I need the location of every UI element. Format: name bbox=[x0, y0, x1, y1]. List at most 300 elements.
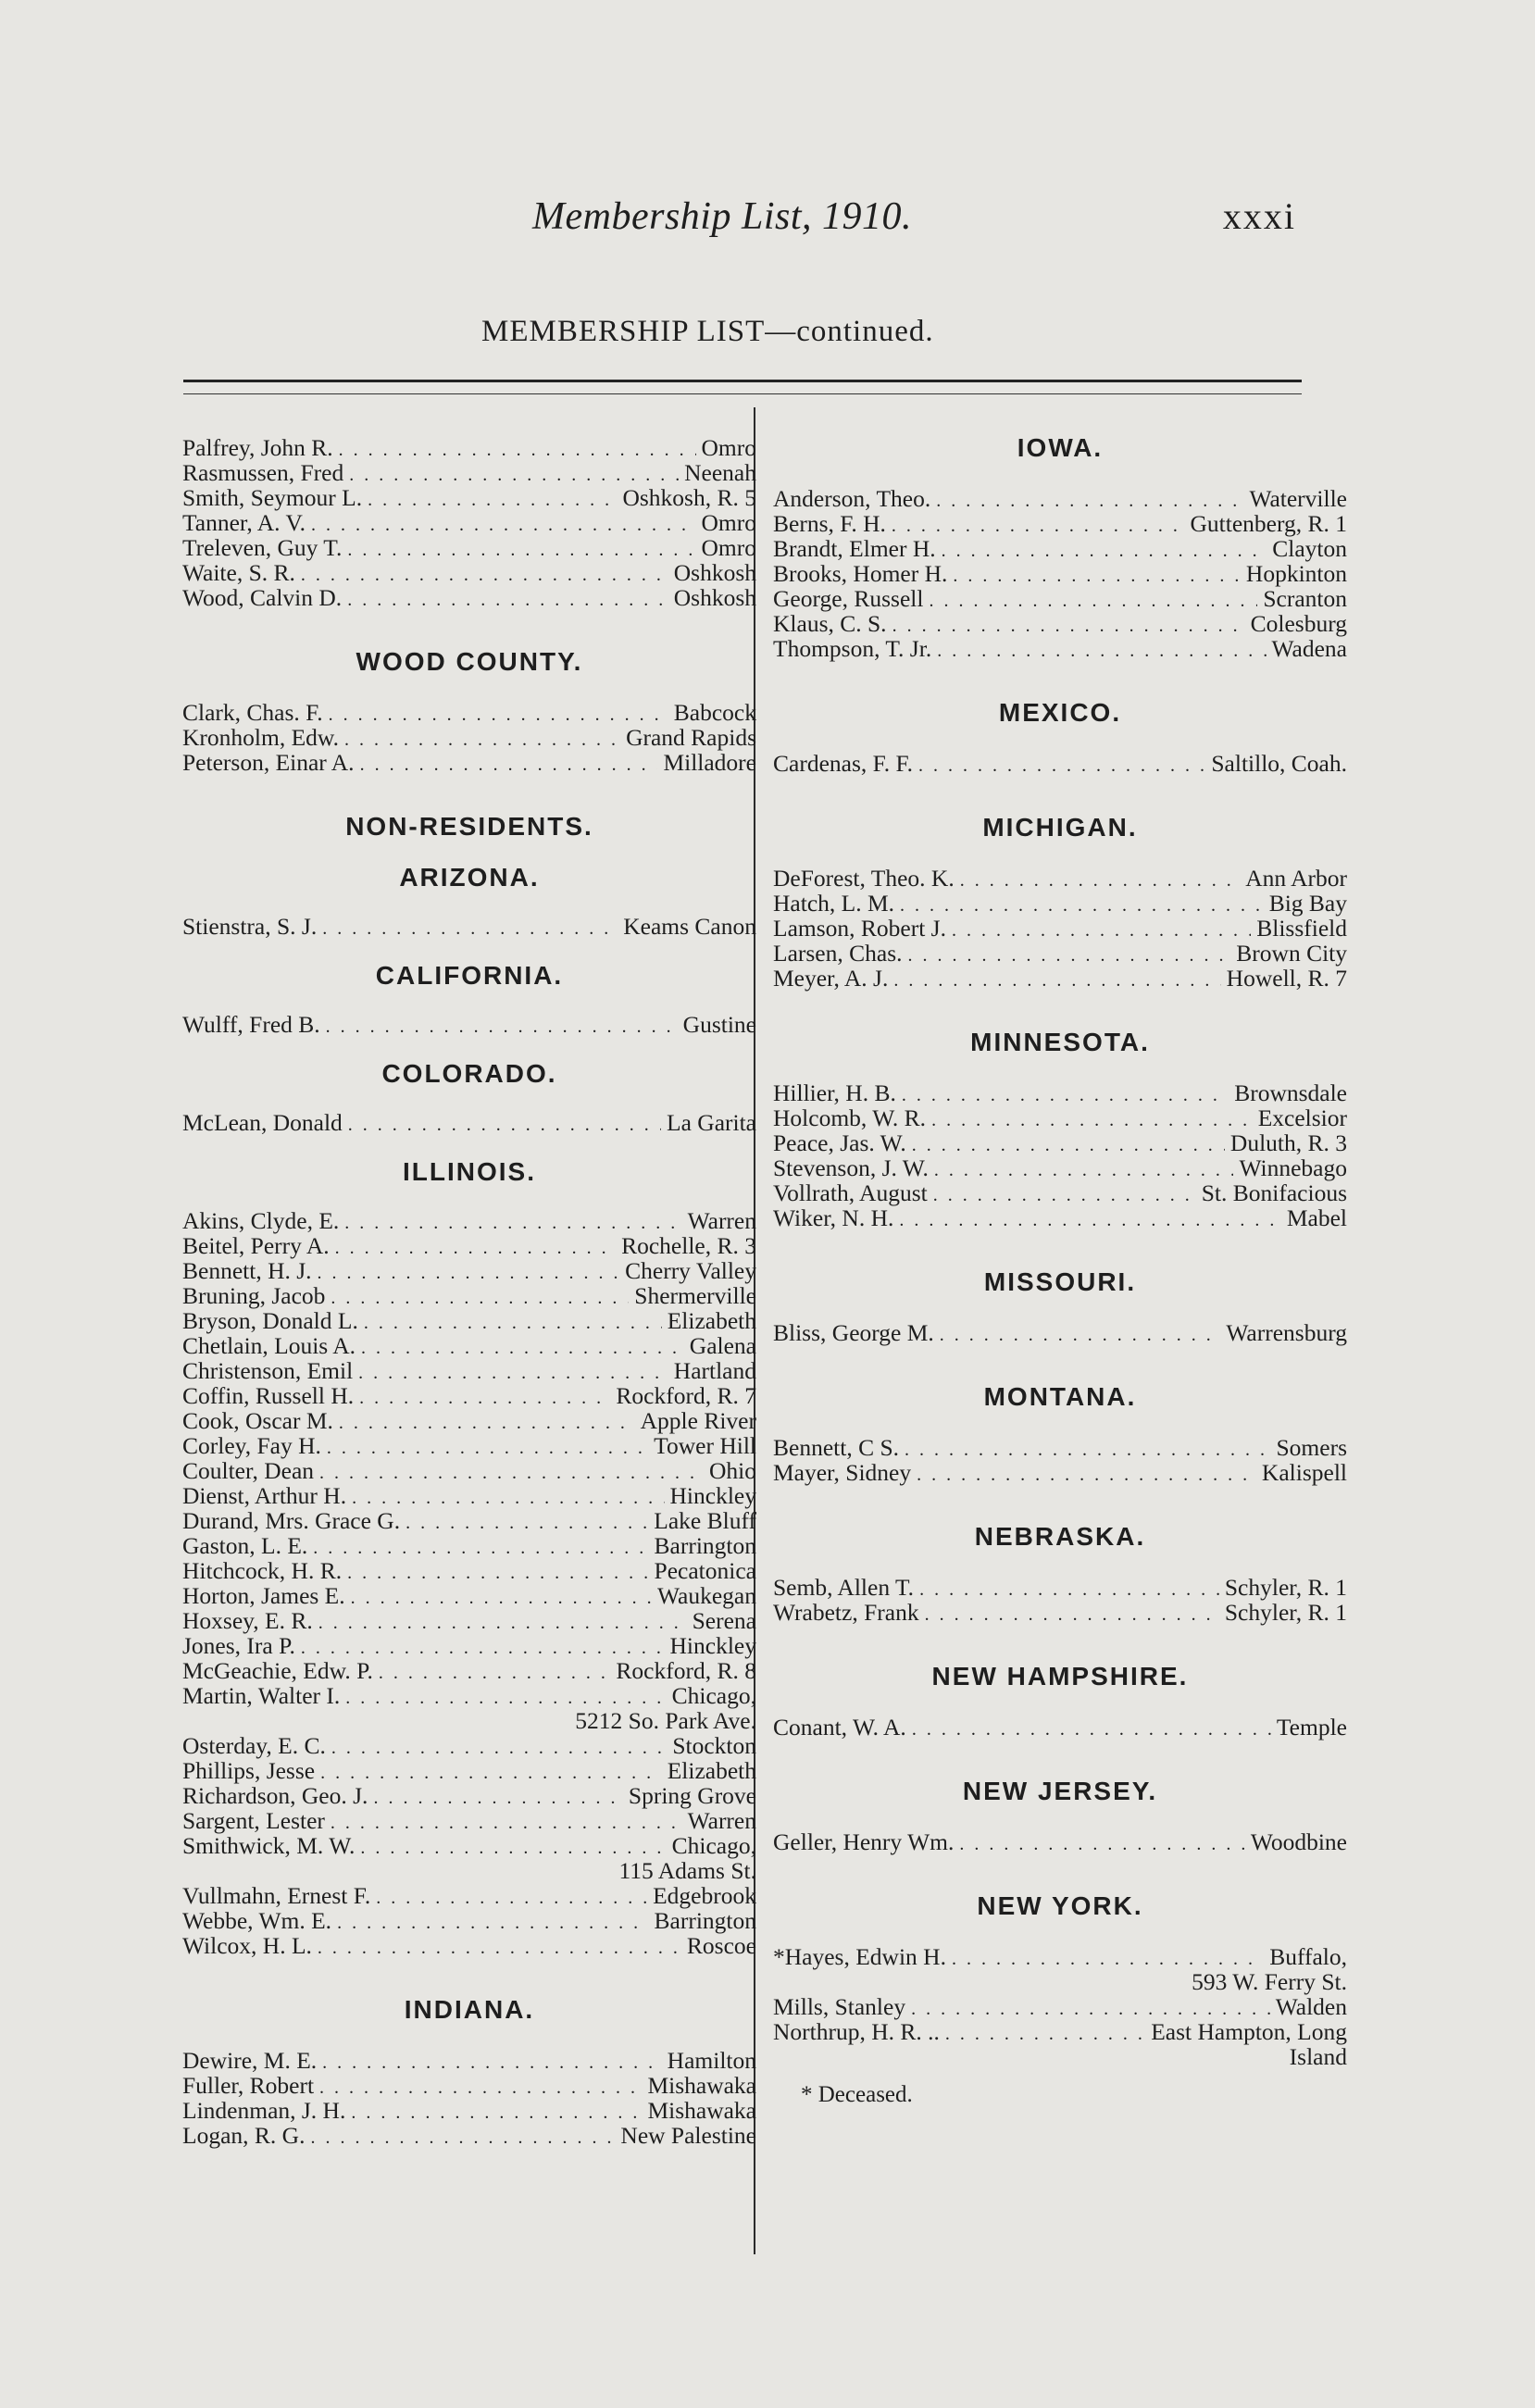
leader-dots bbox=[327, 1436, 648, 1461]
member-name: Sargent, Lester bbox=[182, 1807, 325, 1834]
member-name: Holcomb, W. R. bbox=[773, 1104, 927, 1131]
leader-dots bbox=[313, 1536, 648, 1561]
leader-dots bbox=[319, 1461, 704, 1486]
member-name: McLean, Donald bbox=[182, 1109, 343, 1136]
member-entry bbox=[182, 1458, 756, 1483]
member-entry bbox=[182, 700, 756, 725]
member-place: Oshkosh bbox=[673, 559, 756, 586]
member-entry bbox=[182, 460, 756, 485]
leader-dots bbox=[918, 754, 1205, 779]
member-entry bbox=[773, 1575, 1347, 1600]
leader-dots bbox=[912, 1717, 1271, 1742]
member-entry bbox=[773, 1944, 1347, 1969]
member-name: Bryson, Donald L. bbox=[182, 1307, 358, 1334]
member-place: Oshkosh bbox=[673, 584, 756, 611]
member-place: Warrensburg bbox=[1226, 1319, 1347, 1346]
leader-dots bbox=[376, 1886, 647, 1911]
member-name: Hoxsey, E. R. bbox=[182, 1607, 313, 1634]
leader-dots bbox=[326, 1015, 678, 1040]
member-entry bbox=[182, 1933, 756, 1958]
member-entry bbox=[182, 2123, 756, 2148]
member-place: Hinckley bbox=[669, 1632, 756, 1659]
member-place: Babcock bbox=[673, 699, 756, 726]
member-entry bbox=[773, 1130, 1347, 1155]
member-entry bbox=[773, 1715, 1347, 1740]
member-place: Saltillo, Coah. bbox=[1211, 750, 1347, 777]
member-place: Woodbine bbox=[1250, 1828, 1347, 1855]
member-name: Vullmahn, Ernest F. bbox=[182, 1882, 371, 1909]
member-entry bbox=[182, 750, 756, 775]
leader-dots bbox=[893, 968, 1220, 993]
member-name: Logan, R. G. bbox=[182, 2122, 306, 2149]
member-name: Brandt, Elmer H. bbox=[773, 535, 936, 562]
leader-dots bbox=[318, 1936, 681, 1961]
member-place: Chicago, bbox=[671, 1832, 756, 1859]
member-place: Blissfield bbox=[1256, 915, 1347, 942]
member-name: Richardson, Geo. J. bbox=[182, 1782, 368, 1809]
member-place: Rochelle, R. 3 bbox=[621, 1232, 756, 1259]
leader-dots bbox=[319, 2076, 642, 2101]
member-entry bbox=[773, 891, 1347, 916]
member-place: Hartland bbox=[673, 1357, 756, 1384]
member-place: Omro bbox=[701, 509, 756, 536]
member-name: *Hayes, Edwin H. bbox=[773, 1943, 946, 1970]
member-entry bbox=[182, 1633, 756, 1658]
section-heading-mexico: MEXICO. bbox=[998, 698, 1122, 727]
member-place: Elizabeth bbox=[667, 1757, 756, 1784]
member-place: Tower Hill bbox=[654, 1432, 756, 1459]
member-name: Wilcox, H. L. bbox=[182, 1932, 312, 1959]
member-place: Ann Arbor bbox=[1245, 865, 1347, 892]
member-place: Colesburg bbox=[1250, 610, 1347, 637]
leader-dots bbox=[908, 943, 1231, 968]
section-heading-california: CALIFORNIA. bbox=[375, 961, 564, 990]
member-name: Lindenman, J. H. bbox=[182, 2097, 346, 2124]
leader-dots bbox=[318, 1261, 620, 1286]
member-place: Hopkinton bbox=[1245, 560, 1347, 587]
leader-dots bbox=[917, 1463, 1256, 1488]
member-entry bbox=[182, 1558, 756, 1583]
member-entry bbox=[773, 1205, 1347, 1230]
member-place: Shermerville bbox=[634, 1282, 756, 1309]
member-place: Lake Bluff bbox=[654, 1507, 756, 1534]
section-heading-illinois: ILLINOIS. bbox=[403, 1157, 536, 1186]
member-name: Thompson, T. Jr. bbox=[773, 635, 932, 662]
member-name: Horton, James E. bbox=[182, 1582, 345, 1609]
member-place: Kalispell bbox=[1261, 1459, 1347, 1486]
member-name: Dewire, M. E. bbox=[182, 2047, 318, 2074]
leader-dots bbox=[347, 1561, 648, 1586]
member-entry bbox=[773, 1080, 1347, 1105]
member-entry bbox=[773, 586, 1347, 611]
member-name: Hatch, L. M. bbox=[773, 890, 895, 917]
member-entry bbox=[773, 1320, 1347, 1345]
member-entry bbox=[182, 725, 756, 750]
member-place: Apple River bbox=[640, 1407, 756, 1434]
member-name: Rasmussen, Fred bbox=[182, 459, 344, 486]
member-place: Omro bbox=[701, 434, 756, 461]
member-name: Mayer, Sidney bbox=[773, 1459, 912, 1486]
leader-dots bbox=[368, 488, 617, 513]
member-place: Keams Canon bbox=[623, 913, 756, 940]
member-entry bbox=[773, 1105, 1347, 1130]
member-place: Rockford, R. 7 bbox=[616, 1382, 756, 1409]
section-heading-new-hampshire: NEW HAMPSHIRE. bbox=[931, 1662, 1189, 1691]
member-place: Mishawaka bbox=[647, 2097, 756, 2124]
member-name: Bennett, C S. bbox=[773, 1434, 900, 1461]
leader-dots bbox=[331, 1286, 629, 1311]
member-place: Stockton bbox=[672, 1732, 756, 1759]
leader-dots bbox=[320, 1761, 662, 1786]
member-name: Anderson, Theo. bbox=[773, 485, 931, 512]
member-name: McGeachie, Edw. P. bbox=[182, 1657, 373, 1684]
right-column bbox=[773, 435, 1347, 2107]
leader-dots bbox=[899, 1208, 1280, 1233]
member-place: Elizabeth bbox=[667, 1307, 756, 1334]
section-heading-michigan: MICHIGAN. bbox=[982, 813, 1138, 842]
member-name: Akins, Clyde, E. bbox=[182, 1207, 340, 1234]
list-section bbox=[773, 1080, 1347, 1230]
member-name: Stevenson, J. W. bbox=[773, 1154, 929, 1181]
member-entry bbox=[773, 1460, 1347, 1485]
leader-dots bbox=[310, 2126, 615, 2151]
leader-dots bbox=[347, 588, 668, 613]
member-name: Phillips, Jesse bbox=[182, 1757, 316, 1784]
header-rule bbox=[183, 380, 1302, 394]
member-entry bbox=[773, 536, 1347, 561]
member-name: Beitel, Perry A. bbox=[182, 1232, 330, 1259]
member-entry bbox=[182, 2073, 756, 2098]
member-entry bbox=[182, 560, 756, 585]
leader-dots bbox=[318, 1611, 687, 1636]
member-entry bbox=[182, 510, 756, 535]
member-place: Barrington bbox=[654, 1532, 756, 1559]
member-entry bbox=[182, 585, 756, 610]
member-name: Lamson, Robert J. bbox=[773, 915, 946, 942]
member-entry bbox=[773, 866, 1347, 891]
member-place: Omro bbox=[701, 534, 756, 561]
member-name: Larsen, Chas. bbox=[773, 940, 903, 967]
member-entry bbox=[182, 1833, 756, 1858]
leader-dots bbox=[331, 1736, 667, 1761]
member-name: Christenson, Emil bbox=[182, 1357, 354, 1384]
member-name: Cardenas, F. F. bbox=[773, 750, 914, 777]
leader-dots bbox=[940, 1323, 1221, 1348]
member-entry bbox=[773, 916, 1347, 941]
list-section bbox=[182, 435, 756, 610]
list-section bbox=[773, 1435, 1347, 1485]
list-section bbox=[773, 1575, 1347, 1625]
member-entry bbox=[773, 636, 1347, 661]
member-place: Wadena bbox=[1271, 635, 1347, 662]
member-address-continuation: 593 W. Ferry St. bbox=[1192, 1968, 1347, 1995]
member-entry bbox=[182, 1012, 756, 1037]
member-entry bbox=[182, 1658, 756, 1683]
member-entry bbox=[773, 1994, 1347, 2019]
section-heading-nebraska: NEBRASKA. bbox=[974, 1522, 1146, 1551]
section-heading-minnesota: MINNESOTA. bbox=[970, 1028, 1150, 1056]
running-title: Membership List, 1910. bbox=[532, 195, 912, 238]
leader-dots bbox=[902, 1083, 1229, 1108]
section-heading-arizona: ARIZONA. bbox=[399, 863, 540, 892]
member-name: Martin, Walter I. bbox=[182, 1682, 341, 1709]
member-place: Chicago, bbox=[671, 1682, 756, 1709]
member-name: Wood, Calvin D. bbox=[182, 584, 343, 611]
leader-dots bbox=[360, 753, 658, 778]
member-place: Excelsior bbox=[1257, 1104, 1347, 1131]
member-name: Jones, Ira P. bbox=[182, 1632, 295, 1659]
member-entry bbox=[773, 1180, 1347, 1205]
member-name: Semb, Allen T. bbox=[773, 1574, 915, 1601]
leader-dots bbox=[329, 703, 668, 728]
member-name: Klaus, C. S. bbox=[773, 610, 887, 637]
member-entry bbox=[182, 1383, 756, 1408]
member-entry bbox=[182, 1608, 756, 1633]
list-section bbox=[773, 1829, 1347, 1854]
section-heading-new-york: NEW YORK. bbox=[977, 1891, 1143, 1920]
member-place: Milladore bbox=[663, 749, 756, 776]
member-entry bbox=[182, 485, 756, 510]
member-name: Bennett, H. J. bbox=[182, 1257, 312, 1284]
member-entry bbox=[182, 1733, 756, 1758]
member-name: Brooks, Homer H. bbox=[773, 560, 948, 587]
leader-dots bbox=[331, 1811, 682, 1836]
member-name: Berns, F. H. bbox=[773, 510, 886, 537]
leader-dots bbox=[892, 614, 1245, 639]
member-place: Galena bbox=[689, 1332, 756, 1359]
member-name: Meyer, A. J. bbox=[773, 965, 889, 992]
member-place: Mishawaka bbox=[647, 2072, 756, 2099]
list-section bbox=[182, 914, 756, 939]
member-place: Brown City bbox=[1236, 940, 1347, 967]
member-name: Kronholm, Edw. bbox=[182, 724, 340, 751]
leader-dots bbox=[364, 1311, 662, 1336]
member-entry bbox=[182, 1433, 756, 1458]
member-entry bbox=[182, 1508, 756, 1533]
member-entry bbox=[182, 1233, 756, 1258]
member-place: Brownsdale bbox=[1234, 1079, 1347, 1106]
member-name: Palfrey, John R. bbox=[182, 434, 333, 461]
member-place: Schyler, R. 1 bbox=[1224, 1574, 1347, 1601]
member-place: Oshkosh, R. 5 bbox=[622, 484, 756, 511]
member-entry bbox=[773, 966, 1347, 991]
member-place: Rockford, R. 8 bbox=[616, 1657, 756, 1684]
member-entry bbox=[182, 1533, 756, 1558]
member-place: St. Bonifacious bbox=[1201, 1179, 1347, 1206]
member-place: Serena bbox=[692, 1607, 756, 1634]
member-address-continuation: 115 Adams St. bbox=[618, 1857, 756, 1884]
leader-dots bbox=[339, 438, 696, 463]
member-place: Spring Grove bbox=[628, 1782, 756, 1809]
member-entry bbox=[182, 1583, 756, 1608]
member-place: Barrington bbox=[654, 1907, 756, 1934]
member-entry bbox=[182, 1808, 756, 1833]
list-section bbox=[182, 2048, 756, 2148]
member-entry bbox=[773, 611, 1347, 636]
list-section bbox=[773, 751, 1347, 776]
leader-dots bbox=[934, 1158, 1234, 1183]
section-heading-iowa: IOWA. bbox=[1017, 433, 1104, 462]
member-entry bbox=[182, 2098, 756, 2123]
leader-dots bbox=[929, 589, 1257, 614]
member-address-continuation: 5212 So. Park Ave. bbox=[575, 1707, 756, 1734]
member-entry bbox=[182, 1683, 756, 1708]
footnote: * Deceased. bbox=[801, 2082, 913, 2107]
member-entry bbox=[773, 561, 1347, 586]
member-name: Waite, S. R. bbox=[182, 559, 295, 586]
list-section bbox=[773, 486, 1347, 661]
member-entry bbox=[182, 1783, 756, 1808]
member-name: Smith, Seymour L. bbox=[182, 484, 363, 511]
member-name: Northrup, H. R. .. bbox=[773, 2018, 940, 2045]
leader-dots bbox=[900, 893, 1264, 918]
list-section bbox=[773, 1320, 1347, 1345]
list-section bbox=[773, 1715, 1347, 1740]
member-entry bbox=[182, 1208, 756, 1233]
member-name: DeForest, Theo. K. bbox=[773, 865, 955, 892]
member-place: Guttenberg, R. 1 bbox=[1190, 510, 1347, 537]
list-section bbox=[182, 1110, 756, 1135]
member-place: Buffalo, bbox=[1269, 1943, 1347, 1970]
left-column bbox=[182, 435, 756, 2148]
section-heading-montana: MONTANA. bbox=[983, 1382, 1137, 1411]
member-name: Fuller, Robert bbox=[182, 2072, 315, 2099]
leader-dots bbox=[361, 1336, 684, 1361]
leader-dots bbox=[905, 1438, 1270, 1463]
member-place: Hamilton bbox=[667, 2047, 756, 2074]
member-name: George, Russell bbox=[773, 585, 924, 612]
member-place: Waterville bbox=[1249, 485, 1347, 512]
member-address-continuation: Island bbox=[1289, 2043, 1347, 2070]
member-place: Howell, R. 7 bbox=[1226, 965, 1347, 992]
member-place: Roscoe bbox=[686, 1932, 756, 1959]
member-entry bbox=[182, 1358, 756, 1383]
leader-dots bbox=[373, 1786, 622, 1811]
member-place: Ohio bbox=[709, 1457, 756, 1484]
member-name: Gaston, L. E. bbox=[182, 1532, 308, 1559]
section-heading-wood-county: WOOD COUNTY. bbox=[356, 647, 583, 676]
member-place: Neenah bbox=[684, 459, 756, 486]
leader-dots bbox=[919, 1578, 1219, 1603]
member-name: Mills, Stanley bbox=[773, 1993, 906, 2020]
leader-dots bbox=[945, 2022, 1145, 2047]
member-entry bbox=[182, 435, 756, 460]
member-entry bbox=[182, 1408, 756, 1433]
leader-dots bbox=[379, 1661, 611, 1686]
leader-dots bbox=[347, 538, 695, 563]
leader-dots bbox=[351, 1586, 652, 1611]
leader-dots bbox=[406, 1511, 648, 1536]
leader-dots bbox=[322, 917, 618, 942]
member-place: Duluth, R. 3 bbox=[1229, 1129, 1347, 1156]
member-name: Osterday, E. C. bbox=[182, 1732, 326, 1759]
member-entry bbox=[182, 1308, 756, 1333]
member-place: La Garita bbox=[667, 1109, 756, 1136]
member-name: Smithwick, M. W. bbox=[182, 1832, 356, 1859]
member-name: Hitchcock, H. R. bbox=[182, 1557, 343, 1584]
member-place: Pecatonica bbox=[654, 1557, 756, 1584]
member-name: Conant, W. A. bbox=[773, 1714, 906, 1740]
leader-dots bbox=[912, 1133, 1225, 1158]
leader-dots bbox=[322, 2051, 662, 2076]
member-entry bbox=[773, 1155, 1347, 1180]
member-place: Walden bbox=[1275, 1993, 1347, 2020]
member-name: Stienstra, S. J. bbox=[182, 913, 318, 940]
leader-dots bbox=[933, 1183, 1196, 1208]
member-name: Vollrath, August bbox=[773, 1179, 928, 1206]
leader-dots bbox=[960, 868, 1240, 893]
section-heading-missouri: MISSOURI. bbox=[983, 1267, 1137, 1296]
member-entry bbox=[182, 1110, 756, 1135]
member-entry bbox=[182, 1333, 756, 1358]
member-name: Wulff, Fred B. bbox=[182, 1011, 320, 1038]
member-entry bbox=[182, 1758, 756, 1783]
leader-dots bbox=[311, 513, 696, 538]
member-place: Hinckley bbox=[669, 1482, 756, 1509]
leader-dots bbox=[952, 918, 1251, 943]
member-name: Tanner, A. V. bbox=[182, 509, 306, 536]
member-name: Chetlain, Louis A. bbox=[182, 1332, 356, 1359]
member-place: Big Bay bbox=[1268, 890, 1347, 917]
list-section bbox=[182, 1208, 756, 1958]
member-name: Bruning, Jacob bbox=[182, 1282, 326, 1309]
leader-dots bbox=[942, 539, 1267, 564]
member-entry bbox=[773, 941, 1347, 966]
member-place: Schyler, R. 1 bbox=[1224, 1599, 1347, 1626]
member-name: Dienst, Arthur H. bbox=[182, 1482, 347, 1509]
leader-dots bbox=[931, 1108, 1253, 1133]
member-place: Grand Rapids bbox=[626, 724, 756, 751]
leader-dots bbox=[937, 639, 1266, 664]
section-heading-colorado: COLORADO. bbox=[381, 1059, 557, 1088]
member-name: Clark, Chas. F. bbox=[182, 699, 323, 726]
member-name: Treleven, Guy T. bbox=[182, 534, 343, 561]
member-entry bbox=[773, 1600, 1347, 1625]
list-section bbox=[182, 1012, 756, 1037]
section-heading-indiana: INDIANA. bbox=[404, 1995, 535, 2024]
leader-dots bbox=[359, 1386, 610, 1411]
member-name: Coulter, Dean bbox=[182, 1457, 315, 1484]
leader-dots bbox=[925, 1603, 1219, 1628]
member-name: Wrabetz, Frank bbox=[773, 1599, 919, 1626]
member-place: Scranton bbox=[1263, 585, 1347, 612]
leader-dots bbox=[335, 1236, 616, 1261]
member-entry bbox=[182, 914, 756, 939]
member-place: Warren bbox=[687, 1807, 756, 1834]
leader-dots bbox=[959, 1832, 1244, 1857]
member-place: Temple bbox=[1276, 1714, 1347, 1740]
member-place: Winnebago bbox=[1239, 1154, 1347, 1181]
member-place: Gustine bbox=[682, 1011, 756, 1038]
member-name: Cook, Oscar M. bbox=[182, 1407, 333, 1434]
leader-dots bbox=[348, 1113, 661, 1138]
member-entry bbox=[773, 751, 1347, 776]
member-place: Clayton bbox=[1272, 535, 1347, 562]
leader-dots bbox=[301, 563, 668, 588]
list-section bbox=[182, 700, 756, 775]
member-place: Somers bbox=[1276, 1434, 1347, 1461]
section-heading-non-residents: NON-RESIDENTS. bbox=[345, 812, 593, 841]
member-name: Bliss, George M. bbox=[773, 1319, 934, 1346]
member-place: Edgebrook bbox=[653, 1882, 756, 1909]
list-section bbox=[773, 866, 1347, 991]
leader-dots bbox=[351, 2101, 642, 2126]
member-name: Webbe, Wm. E. bbox=[182, 1907, 332, 1934]
member-entry bbox=[182, 2048, 756, 2073]
page-number: xxxi bbox=[1222, 195, 1296, 237]
member-entry bbox=[773, 486, 1347, 511]
member-place: Cherry Valley bbox=[625, 1257, 756, 1284]
